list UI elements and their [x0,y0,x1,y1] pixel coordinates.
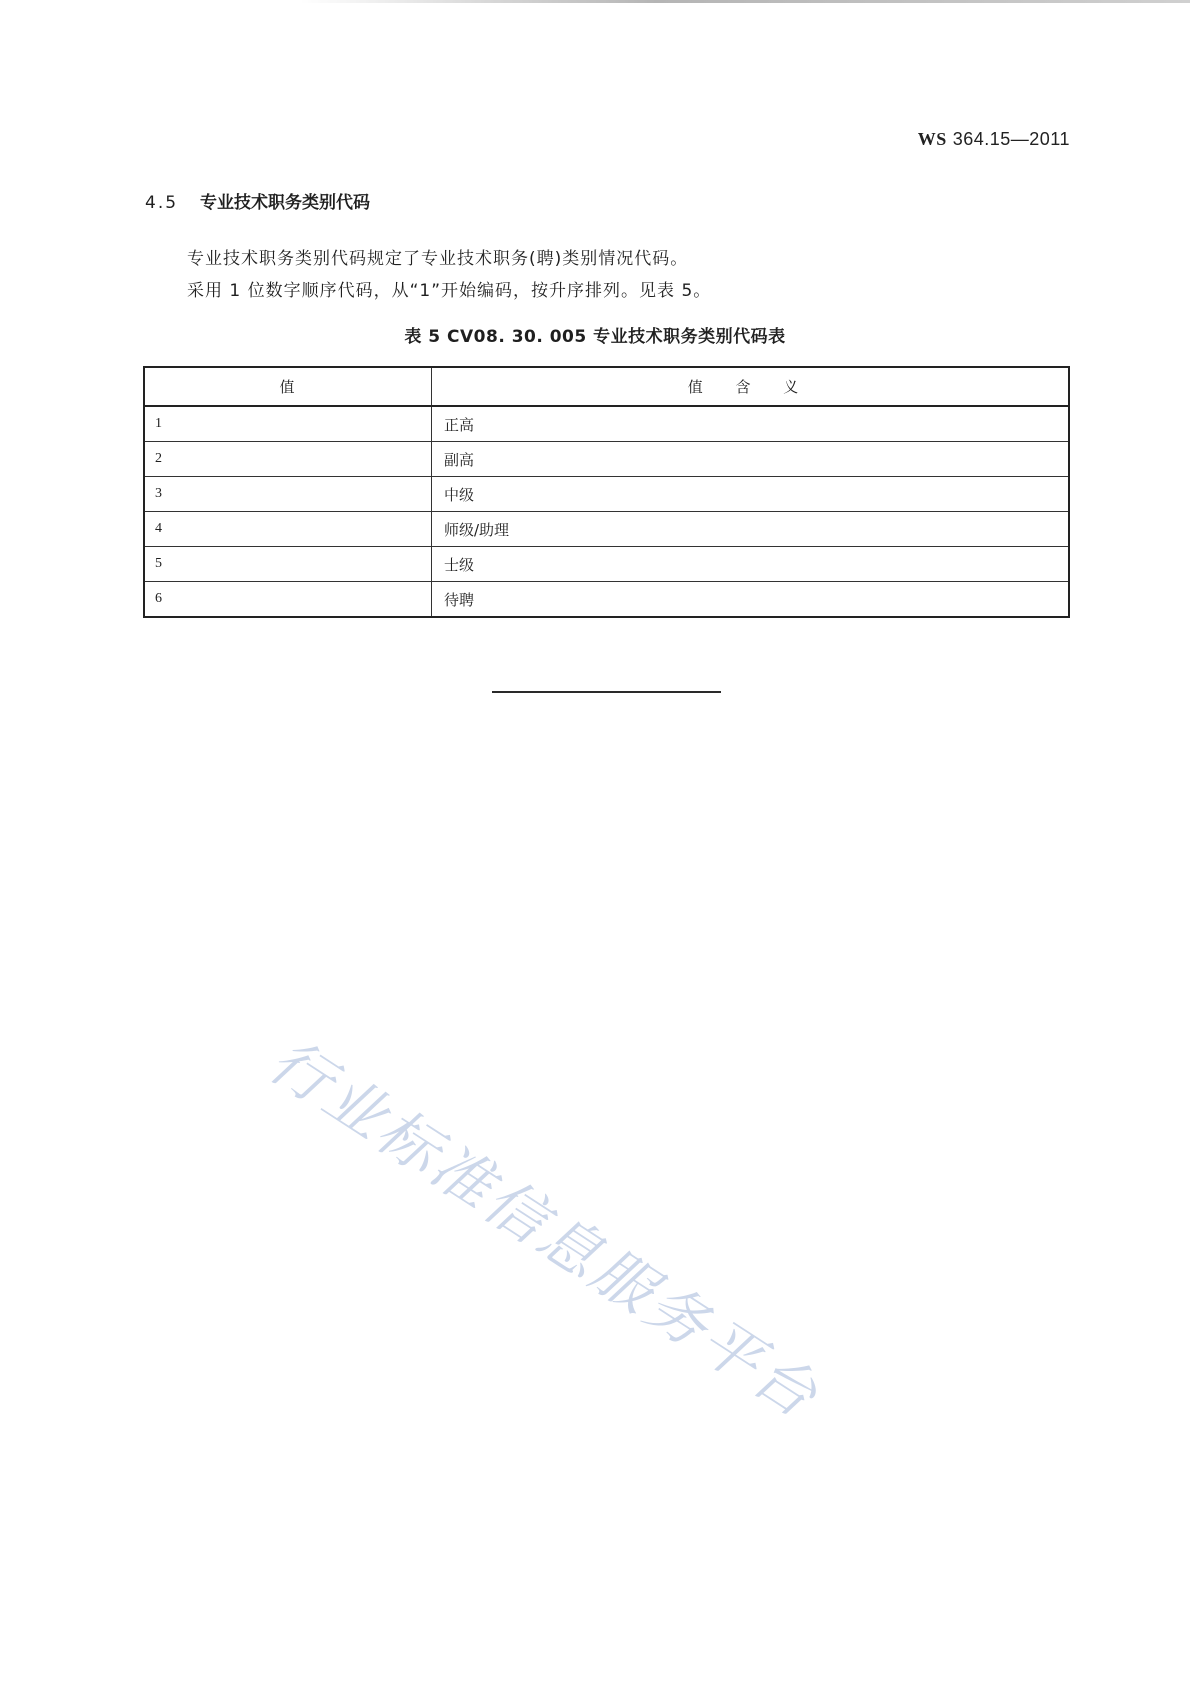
scan-edge [300,0,1190,3]
cell-meaning: 正高 [432,406,1070,442]
table-caption: 表 5 CV08. 30. 005 专业技术职务类别代码表 [404,327,786,347]
standard-prefix: WS [917,129,947,149]
table-row [144,406,1069,442]
header-value: 值 [144,367,432,406]
cell-meaning: 中级 [432,477,1070,512]
cell-meaning: 副高 [432,442,1070,477]
section-title: 专业技术职务类别代码 [200,193,371,213]
paragraph: 采用 1 位数字顺序代码，从“1”开始编码，按升序排列。见表 5。 [187,281,712,301]
table-row [144,582,1069,618]
header-meaning: 值 含 义 [432,367,1070,406]
standard-number [918,129,1070,150]
cell-value: 2 [144,442,432,477]
table-row [144,512,1069,547]
section-heading [145,188,370,213]
cell-meaning: 待聘 [432,582,1070,618]
cell-meaning: 师级/助理 [432,512,1070,547]
table-header-row [144,367,1069,406]
end-rule [492,691,721,693]
code-table [143,366,1070,618]
cell-value: 1 [144,406,432,442]
cell-value: 6 [144,582,432,618]
cell-value: 4 [144,512,432,547]
section-number: 4.5 [145,193,179,213]
table-row [144,477,1069,512]
cell-meaning: 士级 [432,547,1070,582]
paragraph: 专业技术职务类别代码规定了专业技术职务(聘)类别情况代码。 [187,249,689,269]
table-row [144,442,1069,477]
cell-value: 5 [144,547,432,582]
table-row [144,547,1069,582]
standard-code: 364.15—2011 [952,129,1070,149]
cell-value: 3 [144,477,432,512]
watermark: 行业标准信息服务平台 [256,1025,832,1434]
